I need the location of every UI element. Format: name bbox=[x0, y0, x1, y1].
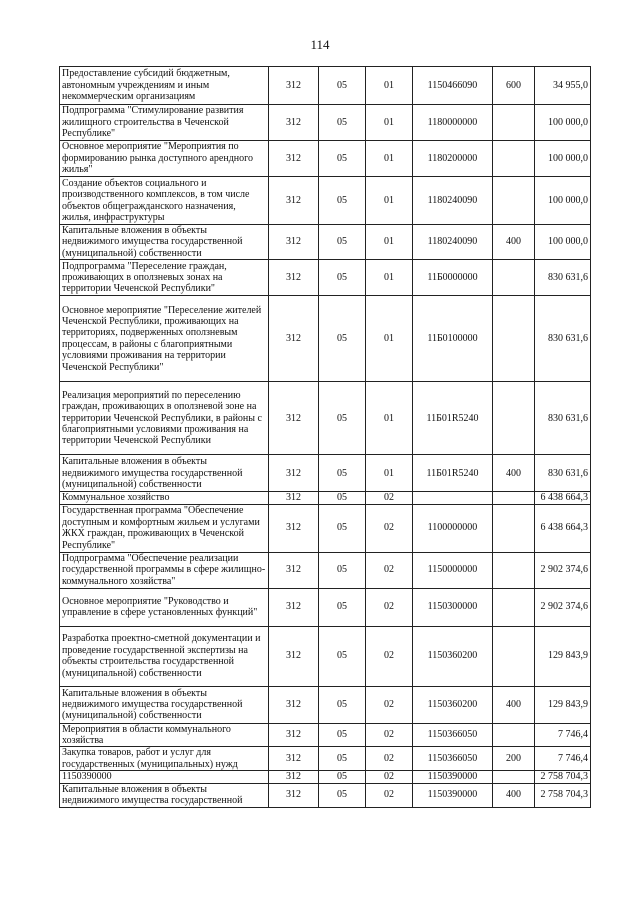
row-expense-type-cell: 400 bbox=[493, 783, 535, 807]
table-row bbox=[60, 747, 591, 771]
row-target-article-cell: 11Б0100000 bbox=[413, 296, 493, 382]
row-name-cell: Подпрограмма "Стимулирование развития жилищного строительства в Чеченской Республике" bbox=[60, 105, 269, 141]
row-grbs-cell: 312 bbox=[269, 723, 319, 747]
row-target-article-cell: 1150390000 bbox=[413, 783, 493, 807]
row-amount-cell: 2 902 374,6 bbox=[535, 588, 591, 626]
table-row bbox=[60, 504, 591, 552]
row-name-cell: 1150390000 bbox=[60, 771, 269, 783]
row-section-cell: 05 bbox=[319, 723, 366, 747]
row-name-cell: Закупка товаров, работ и услуг для государственных (муниципальных) нужд bbox=[60, 747, 269, 771]
table-row bbox=[60, 177, 591, 225]
row-amount-cell: 34 955,0 bbox=[535, 67, 591, 105]
row-amount-cell: 100 000,0 bbox=[535, 141, 591, 177]
row-grbs-cell: 312 bbox=[269, 105, 319, 141]
row-expense-type-cell bbox=[493, 771, 535, 783]
row-subsection-cell: 02 bbox=[366, 783, 413, 807]
row-grbs-cell: 312 bbox=[269, 771, 319, 783]
row-name-cell: Капитальные вложения в объекты недвижимого имущества государственной (муниципальной) собственности bbox=[60, 225, 269, 260]
row-target-article-cell: 11Б01R5240 bbox=[413, 455, 493, 492]
row-target-article-cell: 1180240090 bbox=[413, 225, 493, 260]
row-subsection-cell: 02 bbox=[366, 747, 413, 771]
row-grbs-cell: 312 bbox=[269, 455, 319, 492]
row-name-cell: Разработка проектно-сметной документации и проведение государственной экспертизы на объекты строительства государственной (муниципальной) собственности bbox=[60, 626, 269, 686]
table-row bbox=[60, 225, 591, 260]
row-name-cell: Капитальные вложения в объекты недвижимого имущества государственной (муниципальной) собственности bbox=[60, 686, 269, 723]
row-amount-cell: 830 631,6 bbox=[535, 260, 591, 296]
row-section-cell: 05 bbox=[319, 455, 366, 492]
table-row bbox=[60, 771, 591, 783]
table-row bbox=[60, 141, 591, 177]
row-subsection-cell: 02 bbox=[366, 504, 413, 552]
row-subsection-cell: 01 bbox=[366, 455, 413, 492]
row-expense-type-cell bbox=[493, 492, 535, 504]
page-number: 114 bbox=[310, 37, 330, 52]
row-grbs-cell: 312 bbox=[269, 552, 319, 588]
row-target-article-cell: 1100000000 bbox=[413, 504, 493, 552]
row-grbs-cell: 312 bbox=[269, 783, 319, 807]
row-section-cell: 05 bbox=[319, 552, 366, 588]
row-grbs-cell: 312 bbox=[269, 225, 319, 260]
row-expense-type-cell: 400 bbox=[493, 686, 535, 723]
row-section-cell: 05 bbox=[319, 141, 366, 177]
row-section-cell: 05 bbox=[319, 492, 366, 504]
row-expense-type-cell: 600 bbox=[493, 67, 535, 105]
row-subsection-cell: 02 bbox=[366, 723, 413, 747]
row-name-cell: Подпрограмма "Обеспечение реализации государственной программы в сфере жилищно-коммунального хозяйства" bbox=[60, 552, 269, 588]
budget-table-body bbox=[60, 67, 591, 808]
row-section-cell: 05 bbox=[319, 260, 366, 296]
row-name-cell: Основное мероприятие "Переселение жителей Чеченской Республики, проживающих на территориях, подверженных оползневым процессам, в районы с благоприятными условиями проживания на территории Чеченской Республики" bbox=[60, 296, 269, 382]
row-subsection-cell: 01 bbox=[366, 260, 413, 296]
table-row bbox=[60, 686, 591, 723]
row-expense-type-cell bbox=[493, 723, 535, 747]
table-row bbox=[60, 296, 591, 382]
row-section-cell: 05 bbox=[319, 588, 366, 626]
table-row bbox=[60, 588, 591, 626]
row-amount-cell: 830 631,6 bbox=[535, 382, 591, 455]
row-amount-cell: 830 631,6 bbox=[535, 296, 591, 382]
row-name-cell: Реализация мероприятий по переселению граждан, проживающих в оползневой зоне на территории Чеченской Республики, в районы с благоприятными условиями проживания на территории Чеченской Республики bbox=[60, 382, 269, 455]
row-grbs-cell: 312 bbox=[269, 382, 319, 455]
row-subsection-cell: 01 bbox=[366, 141, 413, 177]
row-section-cell: 05 bbox=[319, 177, 366, 225]
row-target-article-cell: 1150390000 bbox=[413, 771, 493, 783]
row-name-cell: Мероприятия в области коммунального хозяйства bbox=[60, 723, 269, 747]
row-section-cell: 05 bbox=[319, 771, 366, 783]
row-amount-cell: 2 758 704,3 bbox=[535, 771, 591, 783]
row-amount-cell: 129 843,9 bbox=[535, 686, 591, 723]
row-name-cell: Предоставление субсидий бюджетным, автономным учреждениям и иным некоммерческим организациям bbox=[60, 67, 269, 105]
row-amount-cell: 2 902 374,6 bbox=[535, 552, 591, 588]
row-expense-type-cell bbox=[493, 588, 535, 626]
row-name-cell: Создание объектов социального и производственного комплексов, в том числе объектов общегражданского назначения, жилья, инфраструктуры bbox=[60, 177, 269, 225]
row-subsection-cell: 01 bbox=[366, 105, 413, 141]
table-row bbox=[60, 455, 591, 492]
row-expense-type-cell: 200 bbox=[493, 747, 535, 771]
row-section-cell: 05 bbox=[319, 626, 366, 686]
row-expense-type-cell bbox=[493, 177, 535, 225]
row-target-article-cell: 1150366050 bbox=[413, 723, 493, 747]
table-row bbox=[60, 67, 591, 105]
row-expense-type-cell bbox=[493, 382, 535, 455]
table-row bbox=[60, 260, 591, 296]
row-target-article-cell: 1180000000 bbox=[413, 105, 493, 141]
row-subsection-cell: 01 bbox=[366, 67, 413, 105]
row-name-cell: Основное мероприятие "Мероприятия по формированию рынка доступного арендного жилья" bbox=[60, 141, 269, 177]
row-expense-type-cell bbox=[493, 552, 535, 588]
row-subsection-cell: 02 bbox=[366, 626, 413, 686]
row-section-cell: 05 bbox=[319, 225, 366, 260]
row-expense-type-cell bbox=[493, 296, 535, 382]
row-expense-type-cell bbox=[493, 260, 535, 296]
row-subsection-cell: 02 bbox=[366, 552, 413, 588]
row-section-cell: 05 bbox=[319, 686, 366, 723]
row-name-cell: Основное мероприятие "Руководство и управление в сфере установленных функций" bbox=[60, 588, 269, 626]
row-expense-type-cell bbox=[493, 504, 535, 552]
row-name-cell: Подпрограмма "Переселение граждан, проживающих в оползневых зонах на территории Чеченской Республики" bbox=[60, 260, 269, 296]
row-grbs-cell: 312 bbox=[269, 296, 319, 382]
row-expense-type-cell bbox=[493, 626, 535, 686]
row-subsection-cell: 01 bbox=[366, 382, 413, 455]
row-target-article-cell bbox=[413, 492, 493, 504]
row-amount-cell: 100 000,0 bbox=[535, 225, 591, 260]
row-grbs-cell: 312 bbox=[269, 67, 319, 105]
row-target-article-cell: 1180200000 bbox=[413, 141, 493, 177]
table-row bbox=[60, 783, 591, 807]
row-amount-cell: 830 631,6 bbox=[535, 455, 591, 492]
row-grbs-cell: 312 bbox=[269, 588, 319, 626]
row-subsection-cell: 02 bbox=[366, 492, 413, 504]
row-grbs-cell: 312 bbox=[269, 260, 319, 296]
row-target-article-cell: 1150360200 bbox=[413, 686, 493, 723]
row-grbs-cell: 312 bbox=[269, 686, 319, 723]
row-subsection-cell: 02 bbox=[366, 588, 413, 626]
row-subsection-cell: 01 bbox=[366, 177, 413, 225]
row-target-article-cell: 11Б01R5240 bbox=[413, 382, 493, 455]
row-target-article-cell: 1150000000 bbox=[413, 552, 493, 588]
row-section-cell: 05 bbox=[319, 296, 366, 382]
row-subsection-cell: 02 bbox=[366, 771, 413, 783]
row-name-cell: Капитальные вложения в объекты недвижимого имущества государственной bbox=[60, 783, 269, 807]
row-grbs-cell: 312 bbox=[269, 504, 319, 552]
row-amount-cell: 7 746,4 bbox=[535, 747, 591, 771]
row-target-article-cell: 11Б0000000 bbox=[413, 260, 493, 296]
row-target-article-cell: 1150366050 bbox=[413, 747, 493, 771]
row-target-article-cell: 1150360200 bbox=[413, 626, 493, 686]
table-row bbox=[60, 105, 591, 141]
row-amount-cell: 129 843,9 bbox=[535, 626, 591, 686]
row-name-cell: Коммунальное хозяйство bbox=[60, 492, 269, 504]
table-row bbox=[60, 492, 591, 504]
table-row bbox=[60, 626, 591, 686]
budget-table bbox=[59, 66, 591, 808]
row-target-article-cell: 1150466090 bbox=[413, 67, 493, 105]
row-target-article-cell: 1180240090 bbox=[413, 177, 493, 225]
row-section-cell: 05 bbox=[319, 504, 366, 552]
row-amount-cell: 6 438 664,3 bbox=[535, 504, 591, 552]
row-target-article-cell: 1150300000 bbox=[413, 588, 493, 626]
row-name-cell: Государственная программа "Обеспечение доступным и комфортным жильем и услугами ЖКХ граждан, проживающих в Чеченской Республике" bbox=[60, 504, 269, 552]
row-amount-cell: 6 438 664,3 bbox=[535, 492, 591, 504]
row-section-cell: 05 bbox=[319, 783, 366, 807]
row-amount-cell: 100 000,0 bbox=[535, 105, 591, 141]
row-section-cell: 05 bbox=[319, 382, 366, 455]
row-amount-cell: 2 758 704,3 bbox=[535, 783, 591, 807]
row-grbs-cell: 312 bbox=[269, 626, 319, 686]
row-name-cell: Капитальные вложения в объекты недвижимого имущества государственной (муниципальной) собственности bbox=[60, 455, 269, 492]
row-section-cell: 05 bbox=[319, 67, 366, 105]
row-grbs-cell: 312 bbox=[269, 141, 319, 177]
row-grbs-cell: 312 bbox=[269, 492, 319, 504]
row-grbs-cell: 312 bbox=[269, 177, 319, 225]
row-amount-cell: 100 000,0 bbox=[535, 177, 591, 225]
row-subsection-cell: 01 bbox=[366, 296, 413, 382]
row-amount-cell: 7 746,4 bbox=[535, 723, 591, 747]
row-subsection-cell: 02 bbox=[366, 686, 413, 723]
row-grbs-cell: 312 bbox=[269, 747, 319, 771]
row-expense-type-cell bbox=[493, 105, 535, 141]
row-expense-type-cell bbox=[493, 141, 535, 177]
table-row bbox=[60, 723, 591, 747]
row-expense-type-cell: 400 bbox=[493, 455, 535, 492]
row-expense-type-cell: 400 bbox=[493, 225, 535, 260]
table-row bbox=[60, 382, 591, 455]
row-subsection-cell: 01 bbox=[366, 225, 413, 260]
row-section-cell: 05 bbox=[319, 747, 366, 771]
table-row bbox=[60, 552, 591, 588]
row-section-cell: 05 bbox=[319, 105, 366, 141]
